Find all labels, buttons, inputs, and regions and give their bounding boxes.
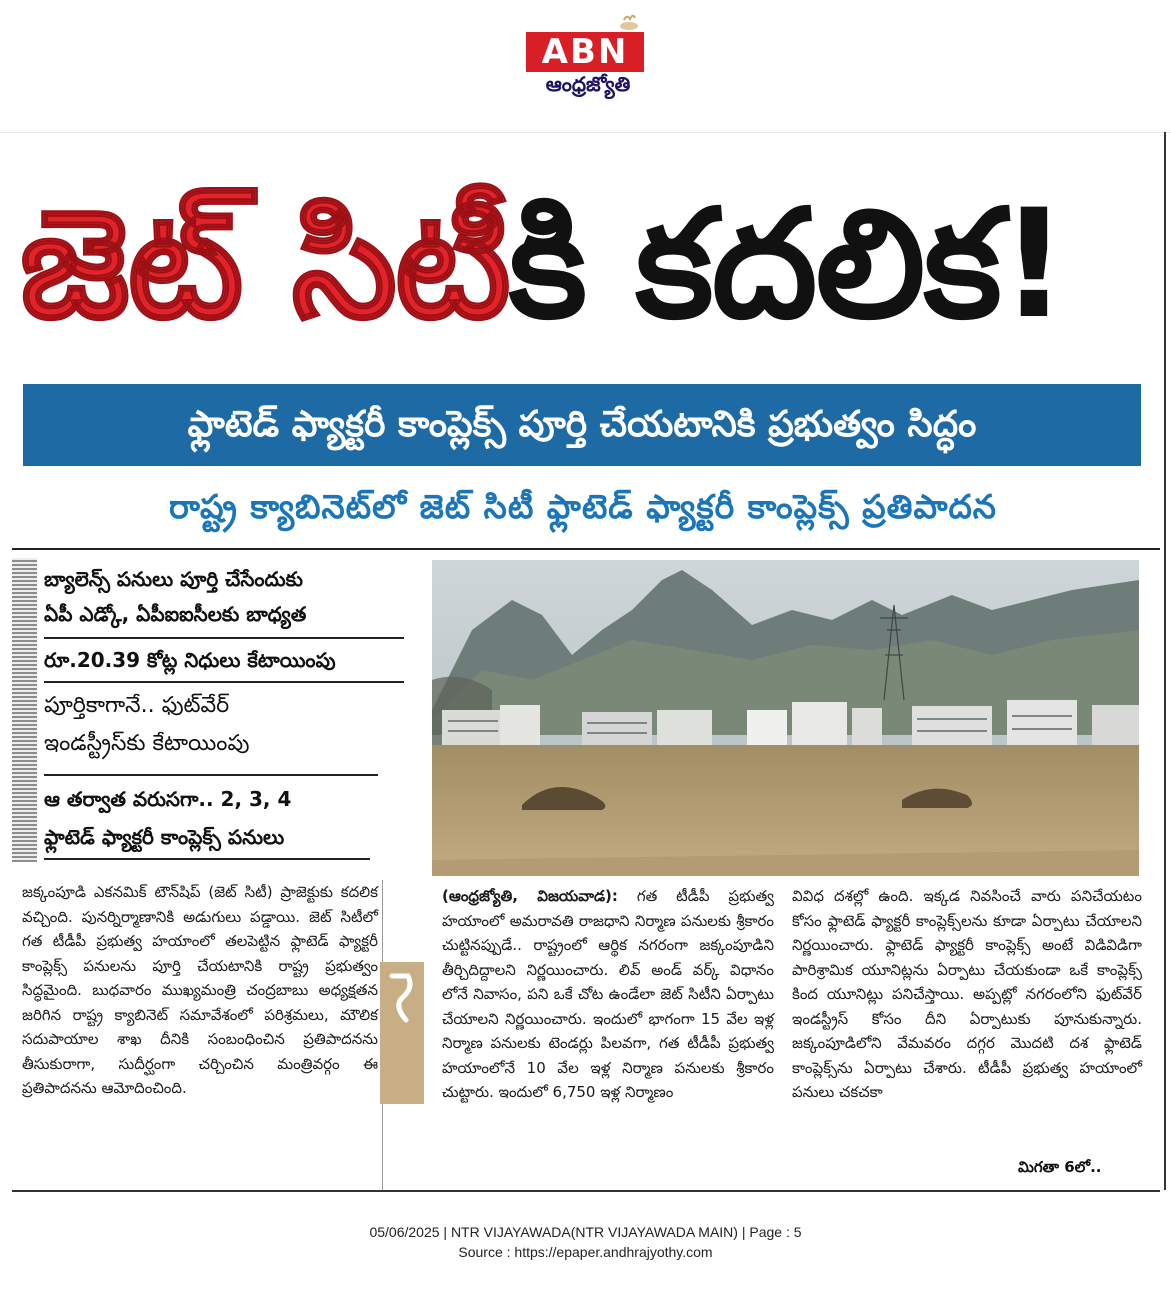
article-middle-text: గత టీడీపీ ప్రభుత్వ హయాంలో అమరావతి రాజధాని నిర్మాణ పనులకు శ్రీకారం చుట్టినప్పుడే.. రాష్ట్రంలో ఆర్థిక నగరంగా జక్కంపూడిని తీర్చిదిద్దాలని నిర్ణయించారు. లివ్ అండ్ వర్క్ విధానం లోనే నివాసం, పని ఒకే చోట ఉండేలా జెట్ సిటీని ఏర్పాటు చేయాలని నిర్ణయించారు. ఇందులో భాగంగా 15 వేల ఇళ్ల నిర్మాణ పనులకు టెండర్లు పిలవగా, గత టీడీపీ ప్రభుత్వ హయాంలోనే 10 వేల ఇళ్ల నిర్మాణ పనులకు శ్రీకారం చుట్టారు. ఇందులో 6,750 ఇళ్ల నిర్మాణం [442,887,774,1101]
headline-black-part: కి కదలిక! [508,178,1067,352]
page-footer [0,1222,1171,1262]
article-dateline: (ఆంధ్రజ్యోతి, విజయవాడ): [442,887,618,905]
bullet-rule [44,774,378,776]
bullet-1-line-2: ఏపీ ఎడ్కో, ఏపీఐఐసీలకు బాధ్యత [44,602,307,626]
logo-letters: ABN [526,32,644,72]
bullet-rule [44,858,370,860]
logo-subtitle: ఆంధ్రజ్యోతి [545,72,631,96]
jet-city-site-photo [432,560,1139,876]
cabinet-subheadline: రాష్ట్ర క్యాబినెట్‌లో జెట్ సిటీ ఫ్లాటెడ్ ఫ్యాక్టరీ కాంప్లెక్స్ ప్రతిపాదన [169,487,997,526]
top-divider [0,132,1171,133]
headline-red-part: జెట్ సిటీ [20,178,509,352]
main-headline [20,150,1150,380]
bullet-3-line-1: పూర్తికాగానే.. ఫుట్‌వేర్ [44,693,230,718]
site-landscape-image [432,560,1139,876]
bottom-divider [12,1190,1160,1192]
section-divider [12,548,1160,550]
bullet-4-line-1: ఆ తర్వాత వరుసగా.. 2, 3, 4 [44,787,292,811]
coffee-steam-icon [618,10,640,32]
article-right-column: వివిధ దశల్లో ఉంది. ఇక్కడ నివసించే వారు పనిచేయటం కోసం ఫ్లాటెడ్ ఫ్యాక్టరీ కాంప్లెక్స్‌లను కూడా ఏర్పాటు చేయాలని నిర్ణయించారు. ఫ్లాటెడ్ ఫ్యాక్టరీ కాంప్లెక్స్ అంటే విడివిడిగా పారిశ్రామిక యూనిట్లను ఏర్పాటు చేయకుండా ఒకే కాంప్లెక్స్ కింద యూనిట్లు పనిచేస్తాయి. అప్పట్లో నగరంలోని ఫుట్‌వేర్ ఇండస్ట్రీస్ కోసం దీని ఏర్పాటుకు పూనుకున్నారు. జక్కంపూడిలోని వేమవరం దగ్గర మొదటి దశ ఫ్లాటెడ్ కాంప్లెక్స్‌ను ఏర్పాటు చేశారు. టీడీపీ ప్రభుత్వ హయాంలో పనులు చకచకా [792,887,1142,1101]
article-left-column [12,880,383,1190]
bullet-2: రూ.20.39 కోట్ల నిధులు కేటాయింపు [44,648,336,672]
right-border [1164,132,1166,1190]
bullet-1-line-1: బ్యాలెన్స్ పనులు పూర్తి చేసేందుకు [44,567,303,591]
bullet-3-line-2: ఇండస్ట్రీస్‌కు కేటాయింపు [44,731,250,756]
article-intro-paragraph: జక్కంపూడి ఎకనమిక్ టౌన్‌షిప్ (జెట్ సిటీ) ప్రాజెక్టుకు కదలిక వచ్చింది. పునర్నిర్మాణానికి అడుగులు పడ్డాయి. జెట్ సిటీలో గత టీడీపీ ప్రభుత్వ హయాంలో తలపెట్టిన ఫ్లాటెడ్ ఫ్యాక్టరీ కాంప్లెక్స్ పనులను పూర్తి చేయటానికి రాష్ట్ర ప్రభుత్వం సిద్ధమైంది. బుధవారం ముఖ్యమంత్రి చంద్రబాబు అధ్యక్షతన జరిగిన రాష్ట్ర క్యాబినెట్ సమావేశంలో పరిశ్రమలు, మౌలిక సదుపాయాల శాఖ దీనికి సంబంధించిన ప్రతిపాదనను తీసుకురాగా, సుదీర్ఘంగా చర్చించిన మంత్రివర్గం ఈ ప్రతిపాదనను ఆమోదించింది. [22,883,378,1097]
bullet-4-line-2: ఫ్లాటెడ్ ఫ్యాక్టరీ కాంప్లెక్స్ పనులు [44,825,285,849]
footer-source-line: Source : https://epaper.andhrajyothy.com [458,1244,713,1260]
continued-note: మిగతా 6లో.. [1018,1158,1102,1176]
article-middle-column [442,884,774,1105]
bullet-rule [44,681,404,683]
bullet-rule [44,637,404,639]
masthead-logo [526,10,650,100]
blue-banner-subheadline: ఫ్లాటెడ్ ఫ్యాక్టరీ కాంప్లెక్స్ పూర్తి చేయటానికి ప్రభుత్వం సిద్ధం [23,384,1141,466]
footer-edition-line: 05/06/2025 | NTR VIJAYAWADA(NTR VIJAYAWADA MAIN) | Page : 5 [369,1224,802,1240]
drop-initial-glyph [384,966,420,1030]
